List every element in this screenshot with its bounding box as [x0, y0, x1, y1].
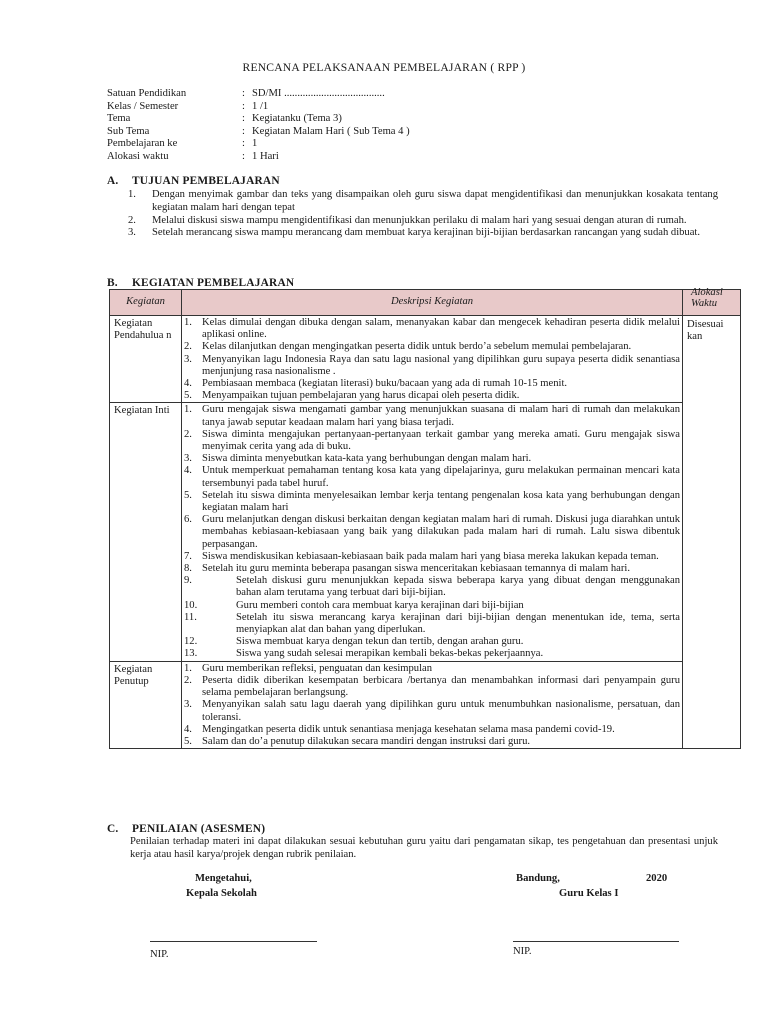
table-row: [110, 316, 741, 403]
identity-row: [107, 151, 727, 164]
step-number: 1.: [184, 404, 192, 416]
step-item: [182, 600, 680, 612]
table-header-row: [110, 290, 741, 316]
header-alokasi-label: Alokasi Waktu: [691, 286, 723, 309]
step-text: Kelas dimulai dengan dibuka dengan salam, menanyakan kabar dan mengecek kehadiran peserta didik melalui aplikasi online.: [202, 317, 680, 341]
step-number: 5.: [184, 735, 192, 747]
identity-colon: :: [242, 125, 245, 137]
step-text: Siswa diminta menyebutkan kata-kata yang berhubungan dengan malam hari.: [202, 453, 532, 465]
objectives-list: [128, 189, 718, 240]
phase-label: Kegiatan Inti: [110, 403, 182, 661]
section-title: KEGIATAN PEMBELAJARAN: [132, 277, 295, 289]
table-row: [110, 403, 741, 661]
step-number: 2.: [184, 341, 192, 353]
step-number: 8.: [184, 563, 192, 575]
step-text: Guru melanjutkan dengan diskusi berkaitan dengan kegiatan malam hari di rumah. Diskusi juga diarahkan untuk membahas kebiasaan-kebiasaan yang baik yang dilakukan pada malam hari di rumah. Lalu siswa dibentuk perpasangan.: [202, 514, 680, 550]
signature-line-right: [513, 941, 679, 942]
identity-colon: :: [242, 113, 245, 125]
step-item: [182, 514, 680, 551]
item-number: 2.: [128, 214, 136, 226]
step-item: [182, 675, 680, 699]
step-text: Guru memberi contoh cara membuat karya kerajinan dari biji-bijian: [236, 599, 524, 611]
phase-steps: [182, 403, 683, 661]
step-text: Setelah diskusi guru menunjukkan kepada siswa beberapa karya yang dibuat dengan menggunakan bahan alam terutama yang terbuat dari biji-bijian.: [236, 575, 680, 599]
step-item: [182, 663, 680, 675]
step-number: 4.: [184, 465, 192, 477]
assessment-text: Penilaian terhadap materi ini dapat dilakukan sesuai kebutuhan guru yaitu dari pengamatan sikap, tes pengetahuan dan presentasi unjuk kerja atau hasil karya/projek dengan rubrik penilaian.: [130, 836, 718, 860]
step-text: Peserta didik diberikan kesempatan berbicara /bertanya dan menambahkan informasi dari penyampain guru selama pembelajaran berlangsung.: [202, 674, 680, 699]
step-item: [182, 317, 680, 341]
section-number: A.: [107, 175, 119, 187]
step-text: Setelah itu siswa diminta menyelesaikan lembar kerja tentang pengenalan kosa kata yang berhubungan dengan kegiatan malam hari: [202, 489, 680, 514]
section-a-heading: [107, 175, 280, 188]
step-number: 2.: [184, 428, 192, 440]
step-text: Siswa mendiskusikan kebiasaan-kebiasaan baik pada malam hari yang biasa mereka lakukan kepada teman.: [202, 550, 659, 562]
step-number: 9.: [184, 575, 192, 587]
step-number: 3.: [184, 699, 192, 711]
phase-steps: [182, 661, 683, 748]
step-item: [182, 453, 680, 465]
step-text: Mengingatkan peserta didik untuk senantiasa menjaga kesehatan selama masa pandemi covid-19.: [202, 723, 615, 735]
step-item: [182, 390, 680, 402]
sig-left-line1: Mengetahui,: [195, 873, 252, 884]
step-item: [182, 648, 680, 660]
nip-right: NIP.: [513, 946, 532, 957]
step-number: 5.: [184, 390, 192, 402]
activities-table: [109, 286, 741, 749]
step-item: [182, 563, 680, 575]
identity-label: Pembelajaran ke: [107, 138, 178, 150]
phase-label: Kegiatan Penutup: [110, 661, 182, 748]
section-c-heading: [107, 823, 265, 836]
section-title: PENILAIAN (ASESMEN): [132, 823, 266, 835]
step-number: 3.: [184, 453, 192, 465]
step-text: Kelas dilanjutkan dengan mengingatkan peserta didik untuk berdo’a sebelum memulai pembelajaran.: [202, 341, 632, 353]
phase-steps: [182, 316, 683, 403]
identity-value: 1 /1: [252, 100, 269, 112]
table-row: [110, 661, 741, 748]
step-item: [182, 490, 680, 514]
step-number: 7.: [184, 550, 192, 562]
section-b-heading: [107, 277, 294, 290]
item-text: Dengan menyimak gambar dan teks yang disampaikan oleh guru siswa dapat mengidentifikasi dan menunjukkan kosakata tentang kegiatan malam hari dengan tepat: [152, 189, 718, 213]
nip-left: NIP.: [150, 949, 169, 960]
step-text: Setelah itu guru meminta beberapa pasangan siswa menceritakan kebiasaan temannya di malam hari.: [202, 563, 631, 575]
step-text: Pembiasaan membaca (kegiatan literasi) buku/bacaan yang ada di rumah 10-15 menit.: [202, 378, 568, 390]
step-number: 12.: [184, 636, 198, 648]
step-item: [182, 736, 680, 748]
header-kegiatan: Kegiatan: [110, 290, 182, 316]
sig-right-city: Bandung,: [516, 873, 560, 884]
document-title: RENCANA PELAKSANAAN PEMBELAJARAN ( RPP ): [242, 61, 526, 74]
item-number: 1.: [128, 189, 136, 200]
step-text: Guru mengajak siswa mengamati gambar yang menunjukkan suasana di malam hari di rumah dan melakukan tanya jawab seputar keadaan malam hari yang biasa terjadi.: [202, 404, 680, 428]
step-text: Menyampaikan tujuan pembelajaran yang harus dicapai oleh peserta didik.: [202, 390, 520, 402]
step-item: [182, 575, 680, 599]
identity-label: Tema: [107, 113, 131, 125]
step-item: [182, 699, 680, 723]
item-number: 3.: [128, 227, 136, 239]
step-number: 5.: [184, 489, 192, 501]
step-item: [182, 465, 680, 489]
header-alokasi: [683, 286, 741, 316]
step-text: Salam dan do’a penutup dilakukan secara mandiri dengan instruksi dari guru.: [202, 735, 531, 747]
step-number: 1.: [184, 662, 192, 674]
step-text: Siswa diminta mengajukan pertanyaan-pertanyaan terkait gambar yang mereka amati. Guru mengajak siswa menyimak cerita yang ada di buku.: [202, 428, 680, 453]
step-number: 3.: [184, 353, 192, 365]
step-item: [182, 404, 680, 428]
identity-row: [107, 101, 727, 114]
identity-label: Kelas / Semester: [107, 100, 179, 112]
step-text: Guru memberikan refleksi, penguatan dan kesimpulan: [202, 662, 433, 674]
alokasi-value: Disesuai kan: [687, 319, 724, 343]
alokasi-cell: [683, 316, 741, 749]
step-text: Untuk memperkuat pemahaman tentang kosa kata yang dipelajarinya, guru melakukan permainan mencari kata tersembunyi pada tabel huruf.: [202, 465, 680, 489]
identity-row: [107, 138, 727, 151]
identity-value: 1: [252, 138, 258, 150]
identity-colon: :: [242, 88, 245, 99]
section-number: C.: [107, 823, 119, 835]
step-item: [182, 341, 680, 353]
signature-line-left: [150, 941, 317, 942]
identity-block: [107, 88, 727, 164]
identity-row: [107, 126, 727, 139]
step-text: Menyanyikan lagu Indonesia Raya dan satu lagu nasional yang dipilihkan guru supaya peserta didik senantiasa menjunjung rasa nasionalisme .: [202, 353, 680, 377]
identity-colon: :: [242, 138, 245, 150]
identity-label: Sub Tema: [107, 125, 150, 137]
identity-value: SD/MI ......................................: [252, 88, 385, 99]
section-number: B.: [107, 277, 118, 289]
step-text: Siswa membuat karya dengan tekun dan tertib, dengan arahan guru.: [236, 636, 524, 648]
sig-right-year: 2020: [646, 873, 668, 884]
step-item: [182, 636, 680, 648]
step-number: 2.: [184, 674, 192, 686]
identity-value: Kegiatanku (Tema 3): [252, 113, 342, 125]
header-deskripsi: Deskripsi Kegiatan: [182, 290, 683, 316]
phase-label: Kegiatan Pendahulua n: [110, 316, 182, 403]
identity-value: 1 Hari: [252, 150, 279, 162]
step-text: Menyanyikan salah satu lagu daerah yang dipilihkan guru untuk menumbuhkan nasionalisme, persatuan, dan toleransi.: [202, 699, 680, 723]
step-number: 4.: [184, 378, 192, 390]
step-item: [182, 429, 680, 453]
identity-label: Satuan Pendidikan: [107, 88, 187, 99]
step-number: 4.: [184, 723, 192, 735]
identity-colon: :: [242, 100, 245, 112]
step-item: [182, 551, 680, 563]
sig-left-line2: Kepala Sekolah: [186, 888, 257, 899]
sig-right-line2: Guru Kelas I: [559, 888, 619, 899]
identity-row: [107, 88, 727, 101]
step-item: [182, 354, 680, 378]
identity-row: [107, 113, 727, 126]
step-number: 1.: [184, 317, 192, 328]
section-title: TUJUAN PEMBELAJARAN: [132, 175, 280, 187]
step-text: Setelah itu siswa merancang karya kerajinan dari biji-bijian dengan menentukan ide, tema, serta menyiapkan alat dan bahan yang diperlukan.: [236, 611, 680, 636]
step-item: [182, 724, 680, 736]
identity-colon: :: [242, 150, 245, 162]
step-item: [182, 612, 680, 636]
identity-label: Alokasi waktu: [107, 150, 169, 162]
step-number: 13.: [184, 648, 198, 660]
list-item: [128, 189, 718, 215]
item-text: Setelah merancang siswa mampu merancang dam membuat karya kerajinan biji-bijian berdasarkan rancangan yang sudah dibuat.: [152, 227, 701, 239]
step-number: 11.: [184, 611, 197, 623]
identity-value: Kegiatan Malam Hari ( Sub Tema 4 ): [252, 125, 410, 137]
list-item: [128, 227, 718, 240]
step-number: 6.: [184, 514, 192, 526]
step-number: 10.: [184, 599, 198, 611]
step-item: [182, 378, 680, 390]
step-text: Siswa yang sudah selesai merapikan kembali bekas-bekas pekerjaannya.: [236, 648, 544, 660]
list-item: [128, 215, 718, 228]
item-text: Melalui diskusi siswa mampu mengidentifikasi dan menunjukkan perilaku di malam hari yang sesuai dengan aturan di rumah.: [152, 214, 687, 226]
